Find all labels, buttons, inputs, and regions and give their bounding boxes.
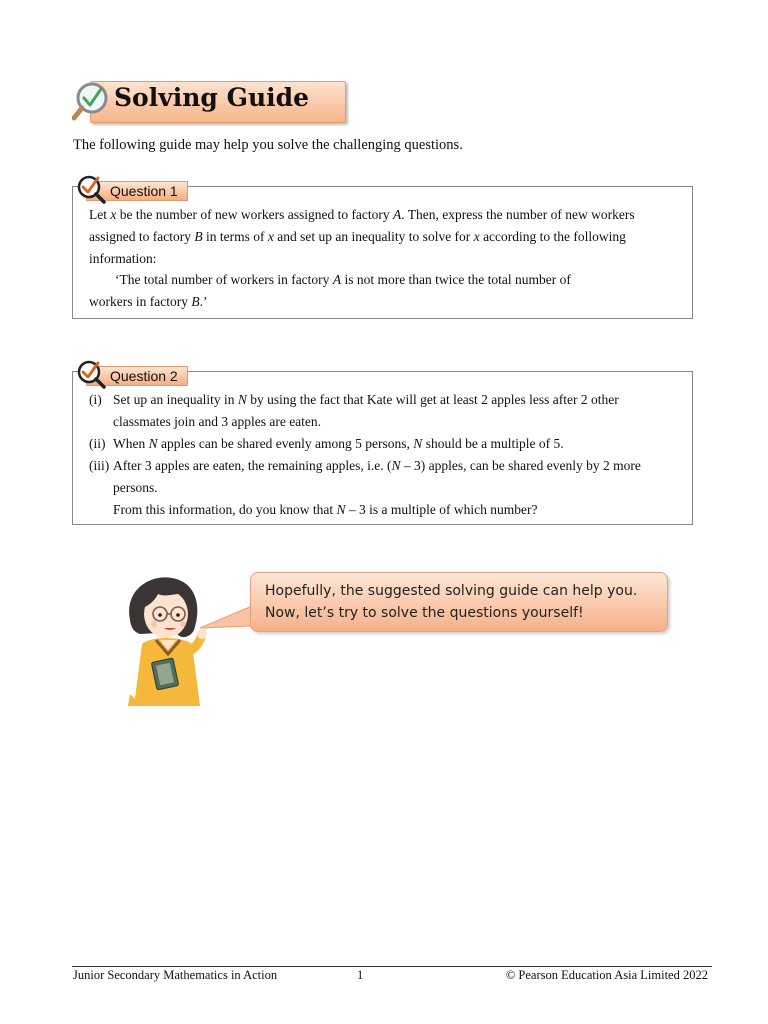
title-banner (72, 80, 346, 124)
q2-item-i-number: (i) (89, 392, 102, 407)
page-title: Solving Guide (114, 83, 310, 112)
question-2-tab (74, 362, 190, 386)
footer-rule-right (330, 966, 712, 967)
q1-paragraph-line-3: information: (89, 251, 157, 266)
q1-paragraph-line-1: Let x be the number of new workers assigned to factory A. Then, express the number of new workers (89, 207, 635, 222)
question-1-label: Question 1 (110, 183, 178, 199)
question-1-tab (74, 177, 190, 201)
q1-paragraph-line-2: assigned to factory B in terms of x and set up an inequality to solve for x according to the following (89, 229, 626, 244)
teacher-illustration (120, 572, 220, 708)
q2-item-iii: After 3 apples are eaten, the remaining apples, i.e. (N – 3) apples, can be shared evenly by 2 more (113, 458, 641, 473)
magnifier-check-icon (74, 173, 108, 207)
intro-text: The following guide may help you solve the challenging questions. (73, 137, 463, 153)
q1-quote-line-1: ‘The total number of workers in factory A is not more than twice the total number of (115, 272, 571, 287)
bubble-line-1: Hopefully, the suggested solving guide can help you. (265, 583, 638, 599)
footer-copyright: © Pearson Education Asia Limited 2022 (505, 968, 708, 982)
magnifier-check-icon (72, 80, 116, 124)
q2-item-ii: When N apples can be shared evenly among 5 persons, N should be a multiple of 5. (113, 436, 564, 451)
q2-item-iii-question: From this information, do you know that N – 3 is a multiple of which number? (113, 502, 538, 517)
q2-item-iii-continued: persons. (113, 480, 158, 495)
q1-quote-line-2: workers in factory B.’ (89, 294, 208, 309)
q2-item-i: Set up an inequality in N by using the fact that Kate will get at least 2 apples less after 2 other (113, 392, 619, 407)
q2-item-iii-number: (iii) (89, 458, 110, 473)
q2-item-i-continued: classmates join and 3 apples are eaten. (113, 414, 322, 429)
speech-bubble-tail (196, 604, 256, 634)
footer-rule-left (72, 966, 330, 967)
footer-left-text: Junior Secondary Mathematics in Action (73, 968, 278, 982)
speech-bubble (250, 572, 668, 632)
page-number: 1 (357, 968, 364, 982)
magnifier-check-icon (74, 358, 108, 392)
q2-item-ii-number: (ii) (89, 436, 106, 451)
question-2-label: Question 2 (110, 368, 178, 384)
bubble-line-2: Now, let’s try to solve the questions yourself! (265, 605, 584, 621)
